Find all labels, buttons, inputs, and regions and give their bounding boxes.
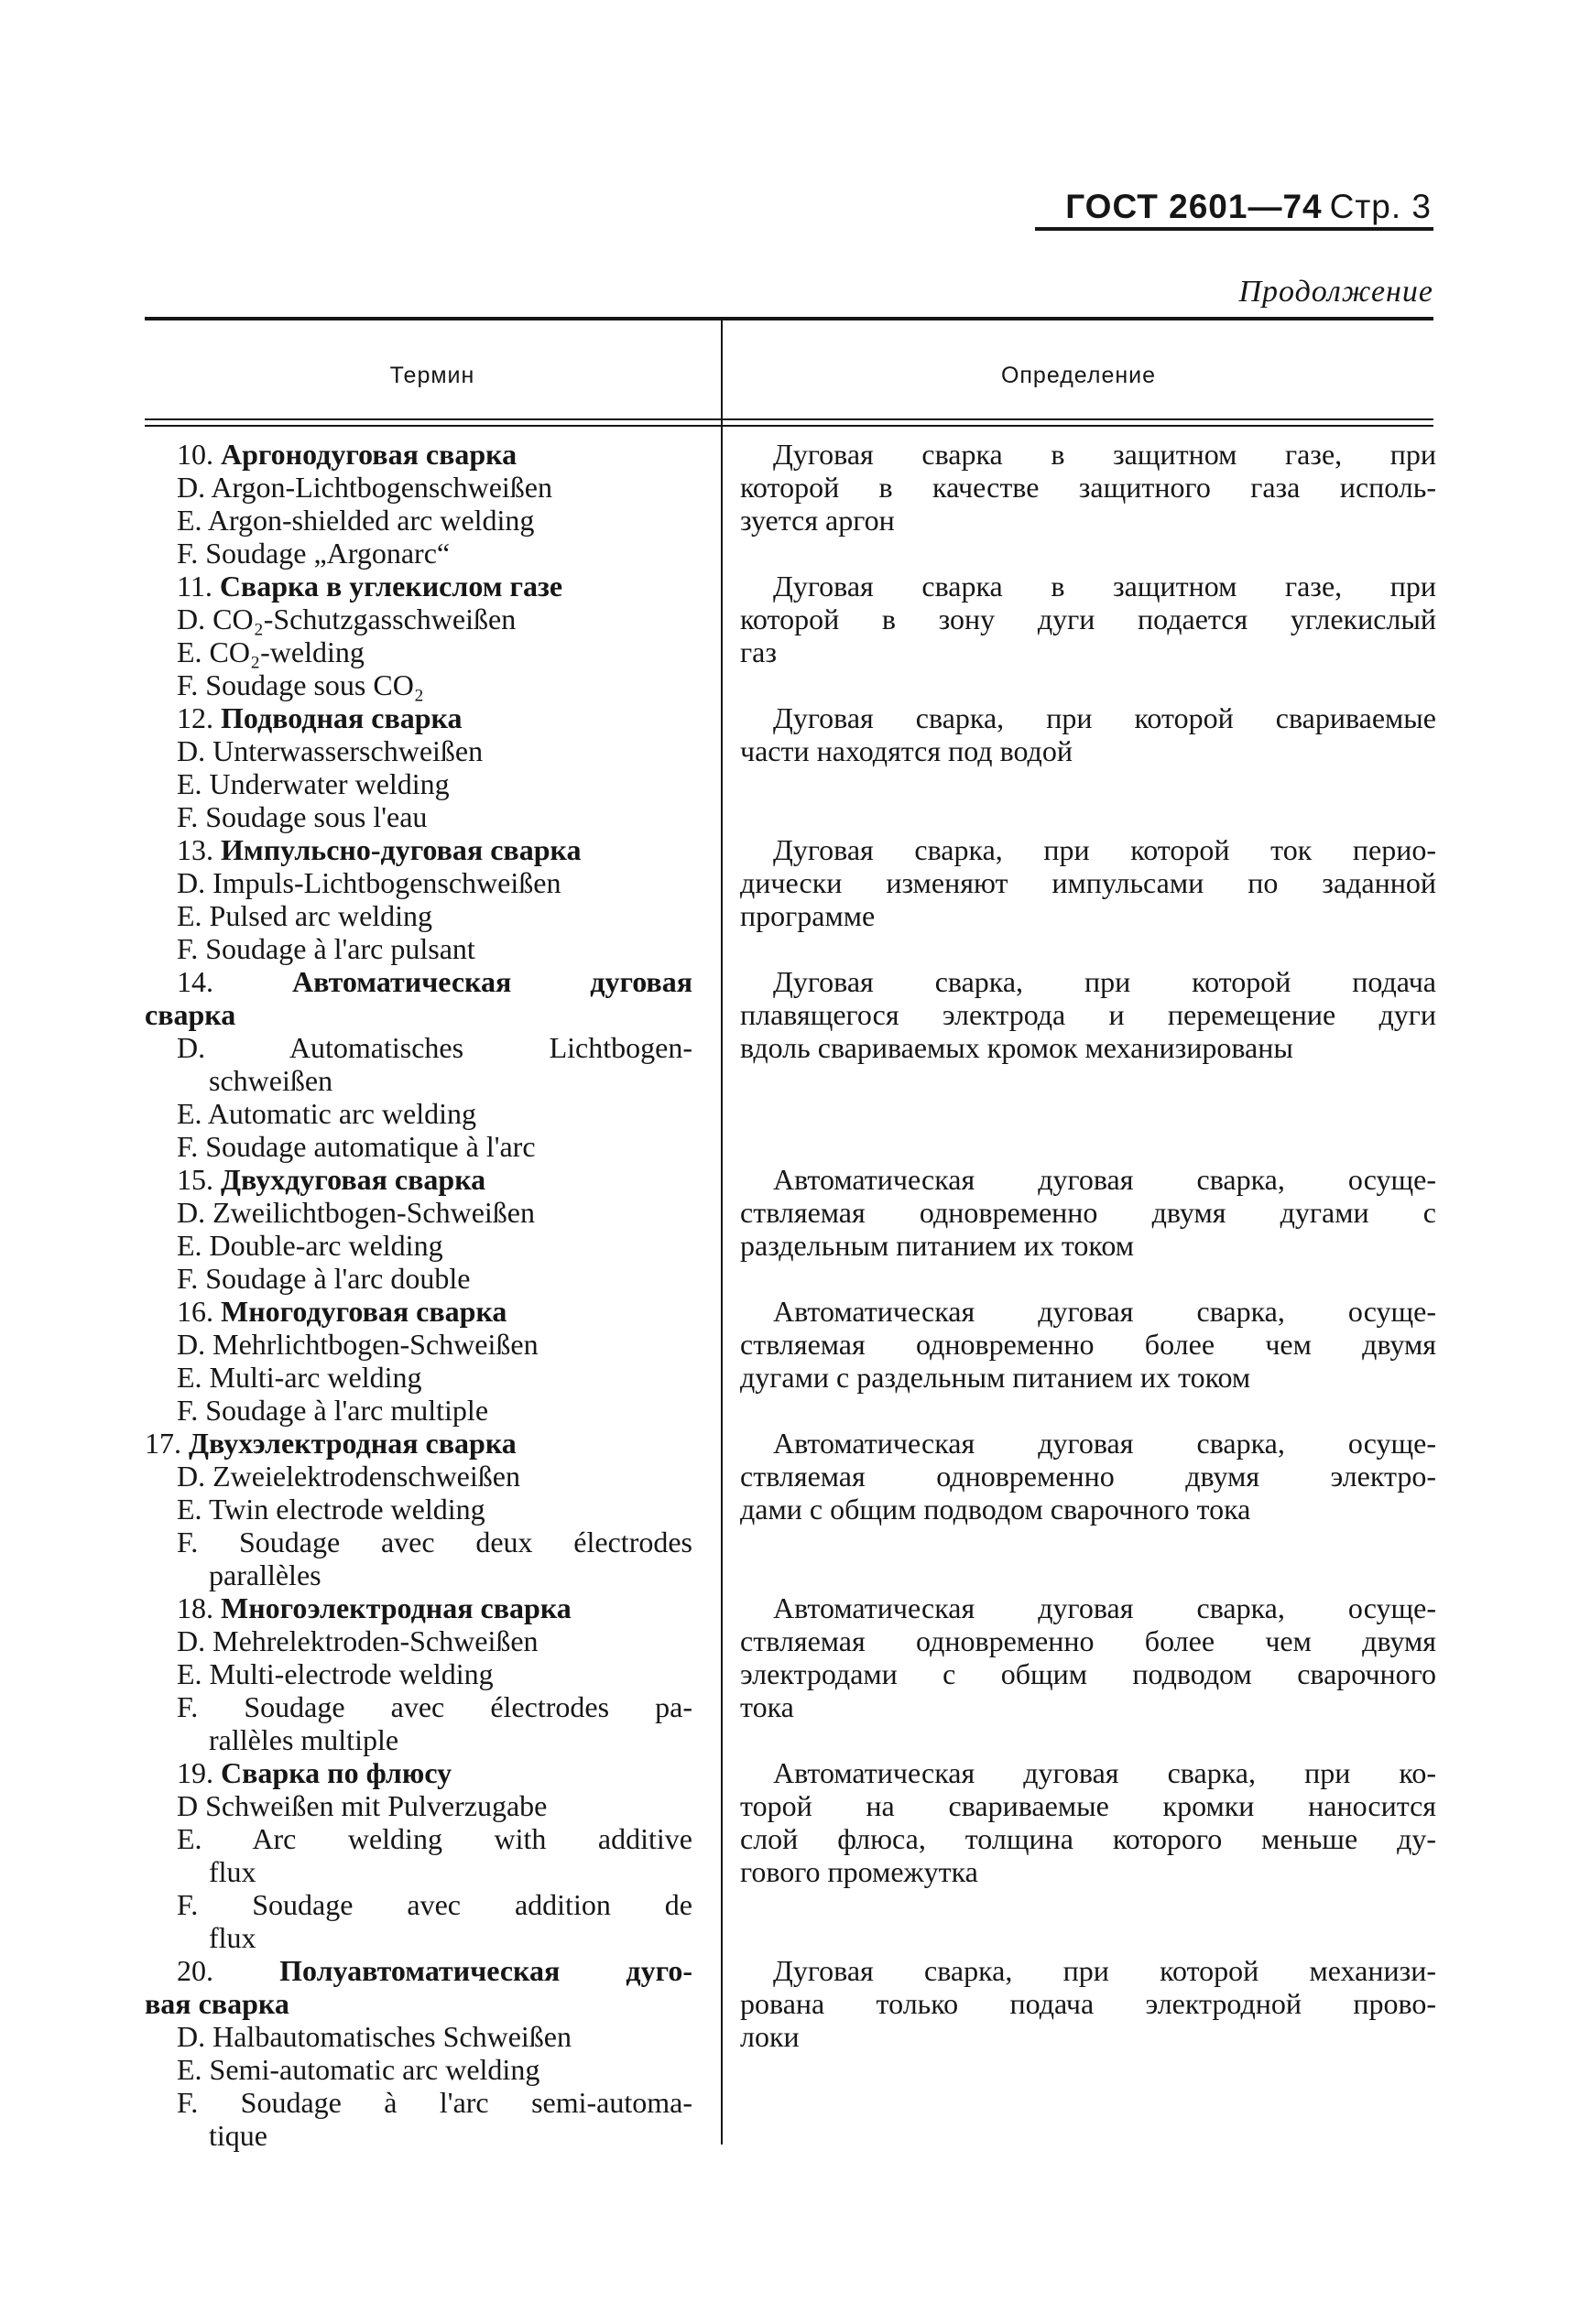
term-name: Аргонодуговая сварка	[221, 438, 518, 471]
term-number: 13.	[177, 833, 221, 866]
definition-line: Автоматическая дуговая сварка, осуще-	[773, 1163, 1436, 1196]
definition-line: ствляемая одновременно двумя дугами с	[740, 1196, 1436, 1229]
translation-line: E. Double-arc welding	[177, 1229, 443, 1262]
header-double-rule	[145, 418, 1433, 420]
definition-line: Автоматическая дуговая сварка, осуще-	[773, 1427, 1436, 1460]
header-rule	[1035, 227, 1433, 231]
definition-text	[740, 1591, 1436, 1723]
translation-line: F. Soudage avec électrodes pa-	[177, 1690, 692, 1723]
definition-line: Дуговая сварка, при которой свариваемые	[773, 701, 1436, 734]
term-title-line	[145, 1591, 692, 1624]
translation-line: F. Soudage automatique à l'arc	[177, 1130, 536, 1163]
definition-line: части находятся под водой	[740, 734, 1073, 767]
term-title-line	[145, 1163, 692, 1196]
translation-line: flux	[209, 1855, 256, 1888]
term-name: Многодуговая сварка	[221, 1295, 507, 1328]
definition-text	[740, 701, 1436, 767]
definition-line: Дуговая сварка в защитном газе, при	[773, 438, 1436, 471]
definition-text	[740, 1295, 1436, 1394]
term-title-line	[145, 1427, 692, 1460]
definition-line: Дуговая сварка, при которой механизи-	[773, 1954, 1436, 1987]
definition-line: слой флюса, толщина которого меньше ду-	[740, 1822, 1436, 1855]
definition-line: Автоматическая дуговая сварка, осуще-	[773, 1295, 1436, 1328]
term-name: Импульсно-дуговая сварка	[221, 833, 582, 866]
definition-line: Дуговая сварка в защитном газе, при	[773, 570, 1436, 603]
definition-line: Дуговая сварка, при которой ток перио-	[773, 833, 1436, 866]
term-entry	[145, 1591, 692, 1756]
definition-text	[740, 570, 1436, 668]
definition-line: газ	[740, 635, 777, 668]
translation-line: F. Soudage à l'arc multiple	[177, 1394, 489, 1427]
term-number: 20.	[177, 1954, 280, 1987]
term-title-line	[145, 965, 692, 998]
definition-line: которой в качестве защитного газа исполь-	[740, 471, 1436, 504]
term-entry	[145, 701, 692, 833]
translation-line: E. Multi-arc welding	[177, 1361, 422, 1394]
term-title-line	[145, 1954, 692, 1987]
terms-column	[145, 438, 692, 2152]
translation-line: D. Argon-Lichtbogenschweißen	[177, 471, 552, 504]
definition-line: дически изменяют импульсами по заданной	[740, 866, 1436, 899]
translation-line: F. Soudage „Argonarc“	[177, 537, 451, 570]
translation-line: D. Impuls-Lichtbogenschweißen	[177, 866, 561, 899]
term-entry	[145, 1954, 692, 2152]
translation-line: E. Twin electrode welding	[177, 1493, 485, 1526]
translation-line: D. Halbautomatisches Schweißen	[177, 2020, 572, 2053]
term-number: 19.	[177, 1756, 221, 1789]
definition-line: ствляемая одновременно более чем двумя	[740, 1624, 1436, 1657]
term-name: Сварка по флюсу	[221, 1756, 452, 1789]
header-double-rule	[145, 425, 1433, 427]
term-entry	[145, 1163, 692, 1295]
definition-line: Дуговая сварка, при которой подача	[773, 965, 1436, 998]
column-header-term: Термин	[389, 363, 475, 388]
translation-line: rallèles multiple	[209, 1723, 399, 1756]
definition-line: тока	[740, 1690, 794, 1723]
translation-line: D. Zweielektrodenschweißen	[177, 1460, 520, 1493]
translation-line: D. Mehrelektroden-Schweißen	[177, 1624, 539, 1657]
definition-text	[740, 833, 1436, 932]
term-number: 10.	[177, 438, 221, 471]
term-name: Полуавтоматическая дуго-	[279, 1954, 693, 1987]
term-entry	[145, 1756, 692, 1954]
page-ref: Стр. 3	[1329, 188, 1432, 225]
term-entry	[145, 965, 692, 1163]
definition-line: электродами с общим подводом сварочного	[740, 1657, 1436, 1690]
term-name: Подводная сварка	[221, 701, 463, 734]
term-number: 11.	[177, 570, 220, 603]
term-title-line	[145, 1295, 692, 1328]
translation-line: D. CO₂-Schutzgasschweißen	[177, 603, 517, 635]
translation-line: F. Soudage à l'arc double	[177, 1262, 471, 1295]
term-number: 12.	[177, 701, 221, 734]
translation-line: F. Soudage sous l'eau	[177, 800, 428, 833]
translation-line: D. Automatisches Lichtbogen-	[177, 1031, 692, 1064]
translation-line: D. Zweilichtbogen-Schweißen	[177, 1196, 535, 1229]
translation-line: F. Soudage à l'arc pulsant	[177, 932, 475, 965]
term-name: Двухдуговая сварка	[221, 1163, 486, 1196]
term-name: Сварка в углекислом газе	[219, 570, 563, 603]
translation-line: D. Unterwasserschweißen	[177, 734, 484, 767]
definition-line: торой на свариваемые кромки наносится	[740, 1789, 1436, 1822]
translation-line: D Schweißen mit Pulverzugabe	[177, 1789, 548, 1822]
translation-line: tique	[209, 2119, 267, 2152]
translation-line: F. Soudage avec addition de	[177, 1888, 692, 1921]
definition-line: ствляемая одновременно более чем двумя	[740, 1328, 1436, 1361]
definition-text	[740, 1427, 1436, 1526]
definition-line: дугами с раздельным питанием их током	[740, 1361, 1251, 1394]
definition-line: локи	[740, 2020, 800, 2053]
page-header	[1065, 188, 1432, 226]
doc-code: ГОСТ 2601—74	[1065, 188, 1323, 225]
definition-line: программе	[740, 899, 876, 932]
term-entry	[145, 833, 692, 965]
term-title-line	[145, 701, 692, 734]
definition-line: зуется аргон	[740, 504, 895, 537]
translation-line: E. Arc welding with additive	[177, 1822, 692, 1855]
translation-line: E. Semi-automatic arc welding	[177, 2053, 540, 2086]
term-title-line	[145, 570, 692, 603]
term-number: 14.	[177, 965, 292, 998]
term-title-line	[145, 438, 692, 471]
term-number: 17.	[145, 1427, 189, 1460]
translation-line: E. Automatic arc welding	[177, 1097, 477, 1130]
definition-text	[740, 438, 1436, 537]
term-number: 18.	[177, 1591, 221, 1624]
term-name: Многоэлектродная сварка	[221, 1591, 572, 1624]
translation-line: E. Underwater welding	[177, 767, 450, 800]
term-name: Автоматическая дуговая	[292, 965, 693, 998]
translation-line: D. Mehrlichtbogen-Schweißen	[177, 1328, 539, 1361]
definition-line: вдоль свариваемых кромок механизированы	[740, 1031, 1293, 1064]
term-title-line	[145, 1987, 692, 2020]
translation-line: E. Argon-shielded arc welding	[177, 504, 535, 537]
translation-line: E. Pulsed arc welding	[177, 899, 433, 932]
definition-line: раздельным питанием их током	[740, 1229, 1134, 1262]
table-top-rule	[145, 317, 1433, 320]
translation-line: schweißen	[209, 1064, 333, 1097]
definition-text	[740, 1954, 1436, 2053]
definition-line: ствляемая одновременно двумя электро-	[740, 1460, 1436, 1493]
continuation-label: Продолжение	[1238, 275, 1433, 309]
term-name: Двухэлектродная сварка	[189, 1427, 517, 1460]
term-name-continued: вая сварка	[145, 1987, 289, 2020]
definition-line: Автоматическая дуговая сварка, при ко-	[773, 1756, 1436, 1789]
translation-line: F. Soudage à l'arc semi-automa-	[177, 2086, 692, 2119]
definition-line: дами с общим подводом сварочного тока	[740, 1493, 1251, 1526]
translation-line: E. Multi-electrode welding	[177, 1657, 494, 1690]
definition-line: гового промежутка	[740, 1855, 978, 1888]
definition-text	[740, 965, 1436, 1064]
definition-line: Автоматическая дуговая сварка, осуще-	[773, 1591, 1436, 1624]
definition-line: плавящегося электрода и перемещение дуги	[740, 998, 1436, 1031]
column-header-definition: Определение	[1000, 363, 1157, 388]
term-number: 16.	[177, 1295, 221, 1328]
column-divider	[721, 317, 723, 2145]
term-entry	[145, 1295, 692, 1427]
term-title-line	[145, 998, 692, 1031]
term-name-continued: сварка	[145, 998, 236, 1031]
translation-line: flux	[209, 1921, 256, 1954]
term-number: 15.	[177, 1163, 221, 1196]
term-entry	[145, 438, 692, 570]
translation-line: parallèles	[209, 1558, 321, 1591]
definition-text	[740, 1756, 1436, 1888]
term-title-line	[145, 833, 692, 866]
definition-line: которой в зону дуги подается углекислый	[740, 603, 1436, 635]
term-entry	[145, 570, 692, 701]
translation-line: E. CO₂-welding	[177, 635, 365, 668]
term-title-line	[145, 1756, 692, 1789]
term-entry	[145, 1427, 692, 1591]
translation-line: F. Soudage avec deux électrodes	[177, 1526, 692, 1558]
definition-line: рована только подача электродной прово-	[740, 1987, 1436, 2020]
translation-line: F. Soudage sous CO₂	[177, 668, 424, 701]
definition-text	[740, 1163, 1436, 1262]
